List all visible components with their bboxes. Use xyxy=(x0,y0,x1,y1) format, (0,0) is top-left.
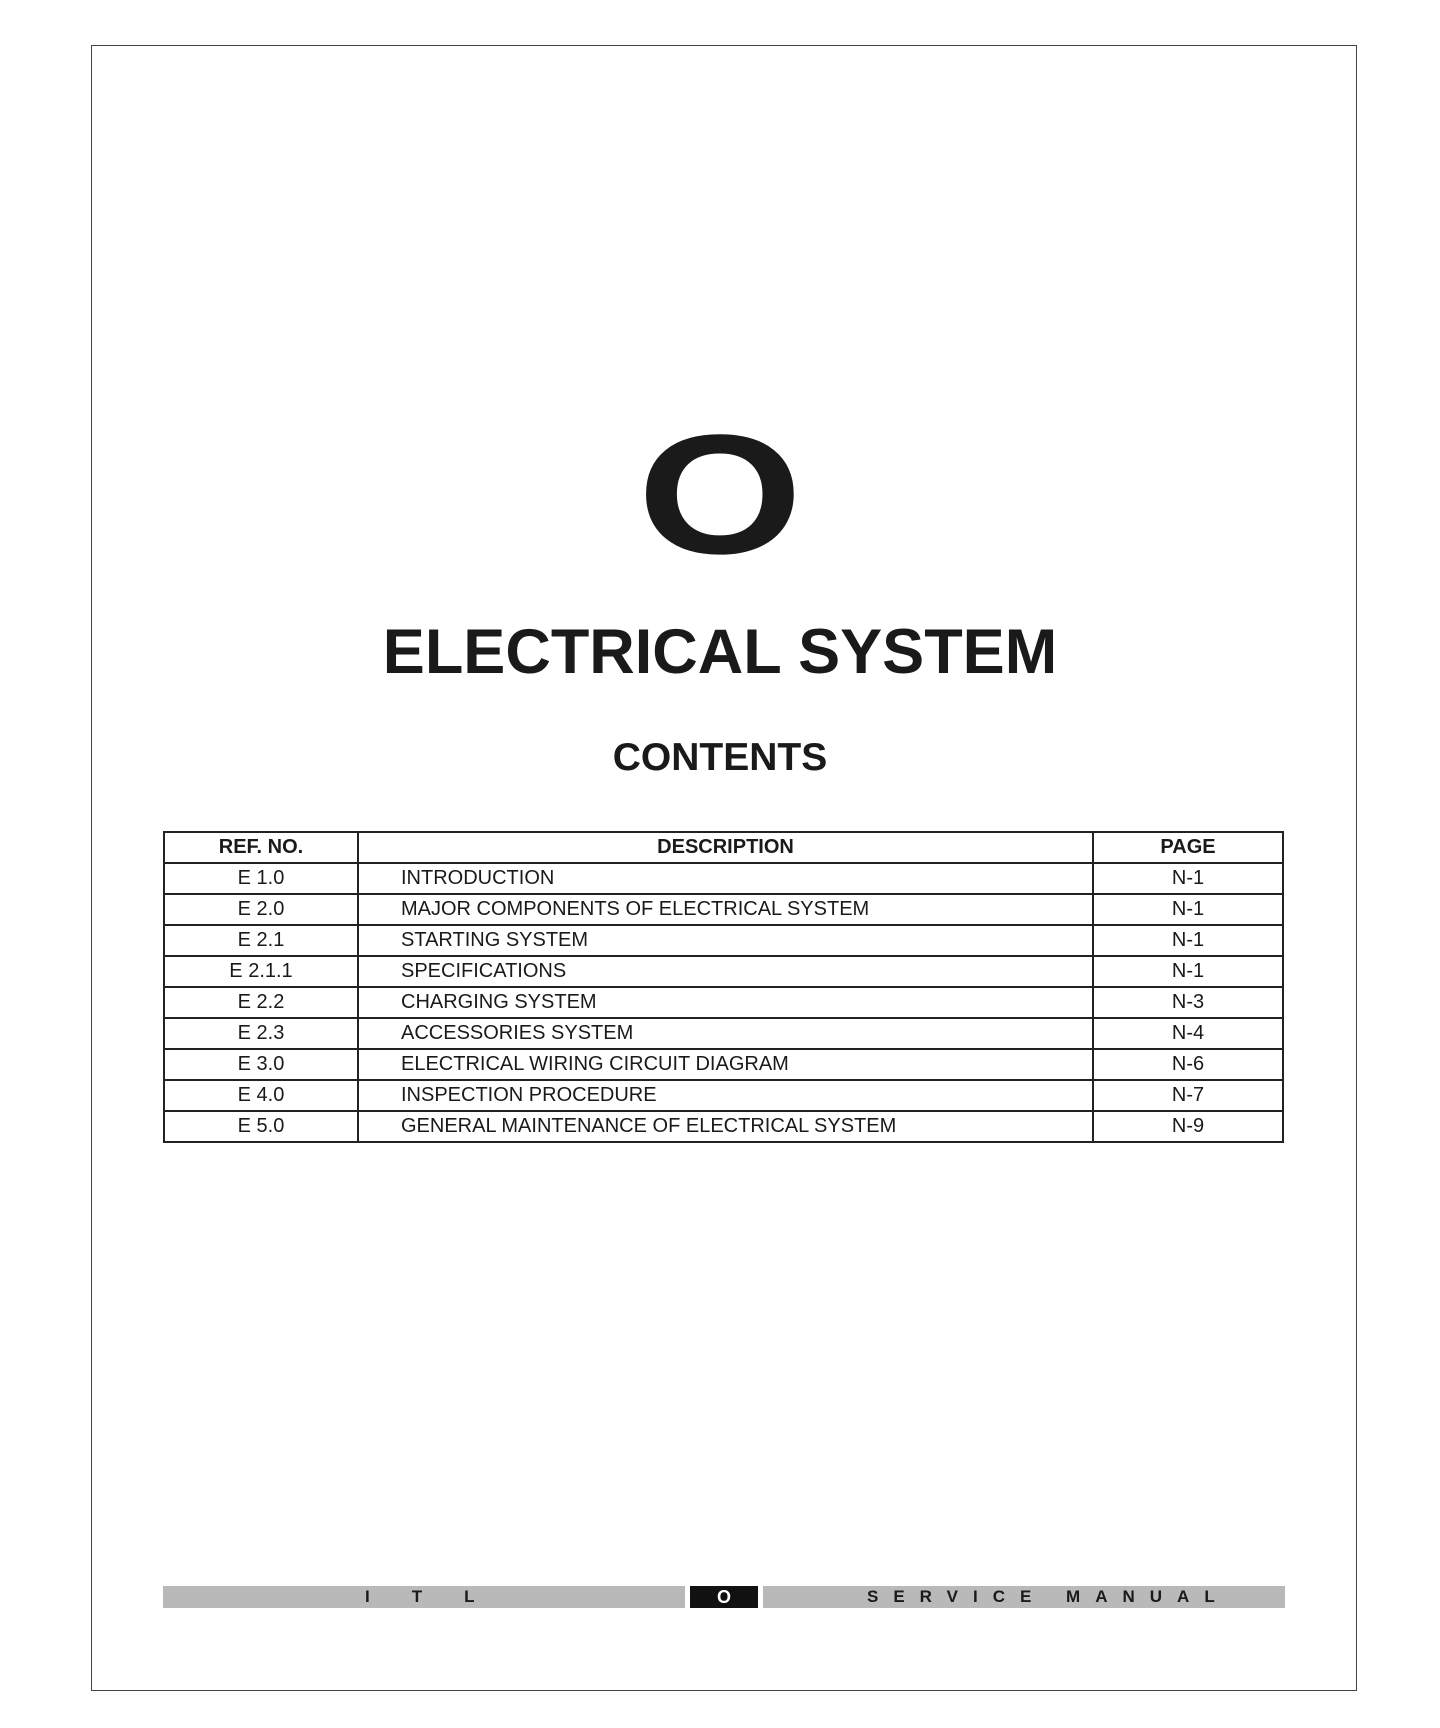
row-description: INSPECTION PROCEDURE xyxy=(358,1080,1093,1111)
row-page: N-1 xyxy=(1093,863,1283,894)
table-row xyxy=(164,956,1283,987)
page-title: ELECTRICAL SYSTEM xyxy=(382,617,1058,687)
table-row xyxy=(164,1080,1283,1111)
row-description: INTRODUCTION xyxy=(358,863,1093,894)
row-ref: E 2.1.1 xyxy=(164,956,358,987)
row-ref: E 2.3 xyxy=(164,1018,358,1049)
footer-brand: ITL xyxy=(365,1587,517,1606)
row-ref: E 3.0 xyxy=(164,1049,358,1080)
header-description: DESCRIPTION xyxy=(358,832,1093,863)
row-ref: E 1.0 xyxy=(164,863,358,894)
row-description: STARTING SYSTEM xyxy=(358,925,1093,956)
footer-section-letter: O xyxy=(716,1586,731,1607)
table-row xyxy=(164,863,1283,894)
row-ref: E 5.0 xyxy=(164,1111,358,1142)
row-ref: E 2.0 xyxy=(164,894,358,925)
row-description: SPECIFICATIONS xyxy=(358,956,1093,987)
footer-right-bar xyxy=(763,1586,1285,1608)
row-page: N-1 xyxy=(1093,894,1283,925)
header-page: PAGE xyxy=(1093,832,1283,863)
contents-heading: CONTENTS xyxy=(612,736,828,779)
row-page: N-9 xyxy=(1093,1111,1283,1142)
row-description: ELECTRICAL WIRING CIRCUIT DIAGRAM xyxy=(358,1049,1093,1080)
row-page: N-6 xyxy=(1093,1049,1283,1080)
row-page: N-4 xyxy=(1093,1018,1283,1049)
row-ref: E 2.2 xyxy=(164,987,358,1018)
table-row xyxy=(164,1018,1283,1049)
footer-section-badge xyxy=(690,1586,758,1608)
table-row xyxy=(164,925,1283,956)
row-description: MAJOR COMPONENTS OF ELECTRICAL SYSTEM xyxy=(358,894,1093,925)
table-row xyxy=(164,987,1283,1018)
footer-manual-label: SERVICE MANUAL xyxy=(867,1587,1230,1606)
table-row xyxy=(164,894,1283,925)
contents-table xyxy=(163,831,1284,1143)
row-page: N-7 xyxy=(1093,1080,1283,1111)
row-page: N-3 xyxy=(1093,987,1283,1018)
row-description: GENERAL MAINTENANCE OF ELECTRICAL SYSTEM xyxy=(358,1111,1093,1142)
row-description: CHARGING SYSTEM xyxy=(358,987,1093,1018)
row-description: ACCESSORIES SYSTEM xyxy=(358,1018,1093,1049)
table-row xyxy=(164,1111,1283,1142)
row-ref: E 4.0 xyxy=(164,1080,358,1111)
table-header-row xyxy=(164,832,1283,863)
footer-left-bar xyxy=(163,1586,685,1608)
table-row xyxy=(164,1049,1283,1080)
row-ref: E 2.1 xyxy=(164,925,358,956)
row-page: N-1 xyxy=(1093,925,1283,956)
row-page: N-1 xyxy=(1093,956,1283,987)
header-ref-no: REF. NO. xyxy=(164,832,358,863)
section-letter: O xyxy=(637,400,803,590)
